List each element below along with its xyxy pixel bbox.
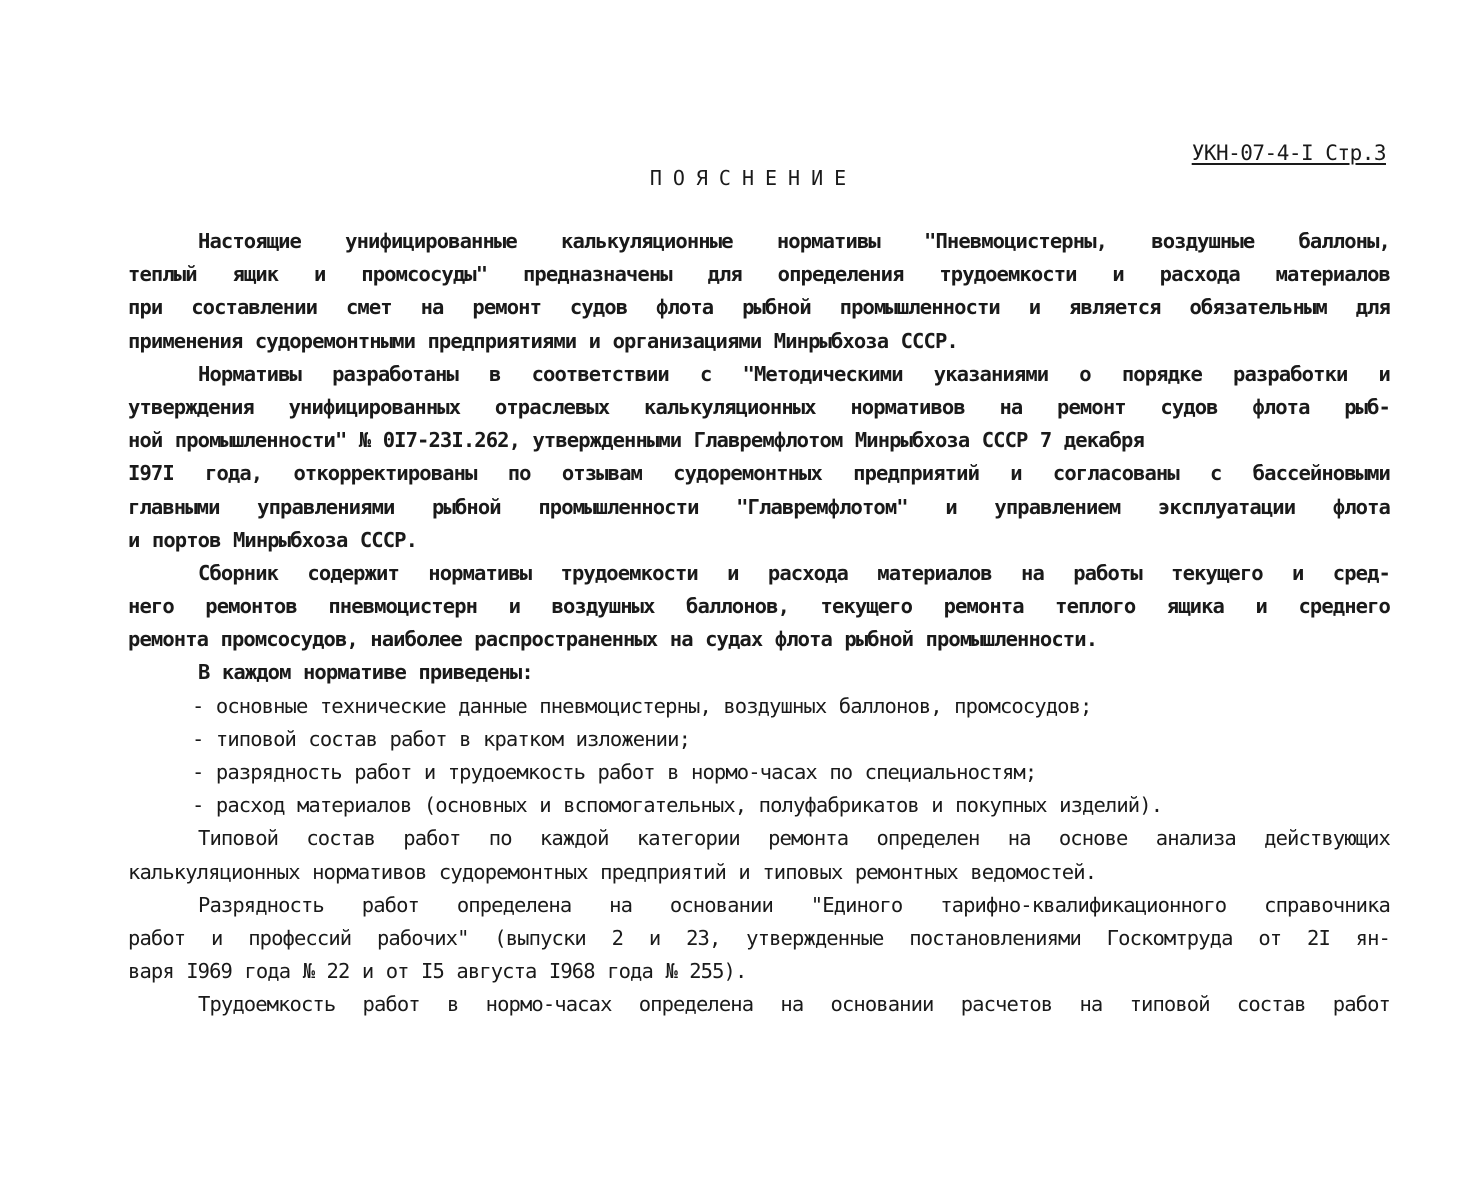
- list-item: - расход материалов (основных и вспомогательных, полуфабрикатов и покупных изделий).: [192, 793, 1163, 818]
- text-line: Сборник содержит нормативы трудоемкости и расхода материалов на работы текущего и сред-: [198, 560, 1390, 585]
- text-line: ной промышленности" № 0I7-23I.262, утвержденными Главремфлотом Минрыбхоза СССР 7 декабря: [128, 428, 1144, 453]
- text-line: I97I года, откорректированы по отзывам судоремонтных предприятий и согласованы с бассейновыми: [128, 461, 1390, 486]
- list-item: - основные технические данные пневмоцистерны, воздушных баллонов, промсосудов;: [192, 693, 1092, 718]
- text-line: Типовой состав работ по каждой категории ремонта определен на основе анализа действующих: [198, 826, 1390, 851]
- list-item: - разрядность работ и трудоемкость работ в нормо-часах по специальностям;: [192, 760, 1037, 784]
- list-item: - типовой состав работ в кратком изложении;: [192, 726, 691, 751]
- text-line: Настоящие унифицированные калькуляционные нормативы "Пневмоцистерны, воздушные баллоны,: [198, 229, 1390, 253]
- text-line: и портов Минрыбхоза СССР.: [128, 527, 418, 552]
- text-line: Разрядность работ определена на основании "Единого тарифно-квалификационного справочника: [198, 892, 1390, 917]
- text-line: В каждом нормативе приведены:: [198, 660, 533, 685]
- page-title: ПОЯСНЕНИЕ: [649, 166, 858, 190]
- text-line: главными управлениями рыбной промышленности "Главремфлотом" и управлением эксплуатации флота: [128, 494, 1390, 519]
- text-line: Трудоемкость работ в нормо-часах определена на основании расчетов на типовой состав работ: [198, 992, 1390, 1017]
- text-line: работ и профессий рабочих" (выпуски 2 и 23, утвержденные постановлениями Госкомтруда от 2I ян-: [128, 925, 1390, 950]
- text-line: теплый ящик и промсосуды" предназначены для определения трудоемкости и расхода материалов: [128, 262, 1390, 287]
- text-line: ремонта промсосудов, наиболее распространенных на судах флота рыбной промышленности.: [128, 627, 1098, 652]
- text-line: варя I969 года № 22 и от I5 августа I968 года № 255).: [128, 959, 747, 984]
- text-line: него ремонтов пневмоцистерн и воздушных баллонов, текущего ремонта теплого ящика и среднего: [128, 594, 1390, 619]
- text-line: калькуляционных нормативов судоремонтных предприятий и типовых ремонтных ведомостей.: [128, 859, 1097, 884]
- text-line: при составлении смет на ремонт судов флота рыбной промышленности и является обязательным для: [128, 295, 1390, 320]
- text-line: утверждения унифицированных отраслевых калькуляционных нормативов на ремонт судов флота рыб-: [128, 394, 1390, 419]
- document-body: [128, 225, 1390, 1022]
- text-line: Нормативы разработаны в соответствии с "Методическими указаниями о порядке разработки и: [198, 361, 1390, 386]
- document-code: УКН-07-4-I Стр.3: [1191, 141, 1386, 165]
- text-line: применения судоремонтными предприятиями и организациями Минрыбхоза СССР.: [128, 328, 958, 353]
